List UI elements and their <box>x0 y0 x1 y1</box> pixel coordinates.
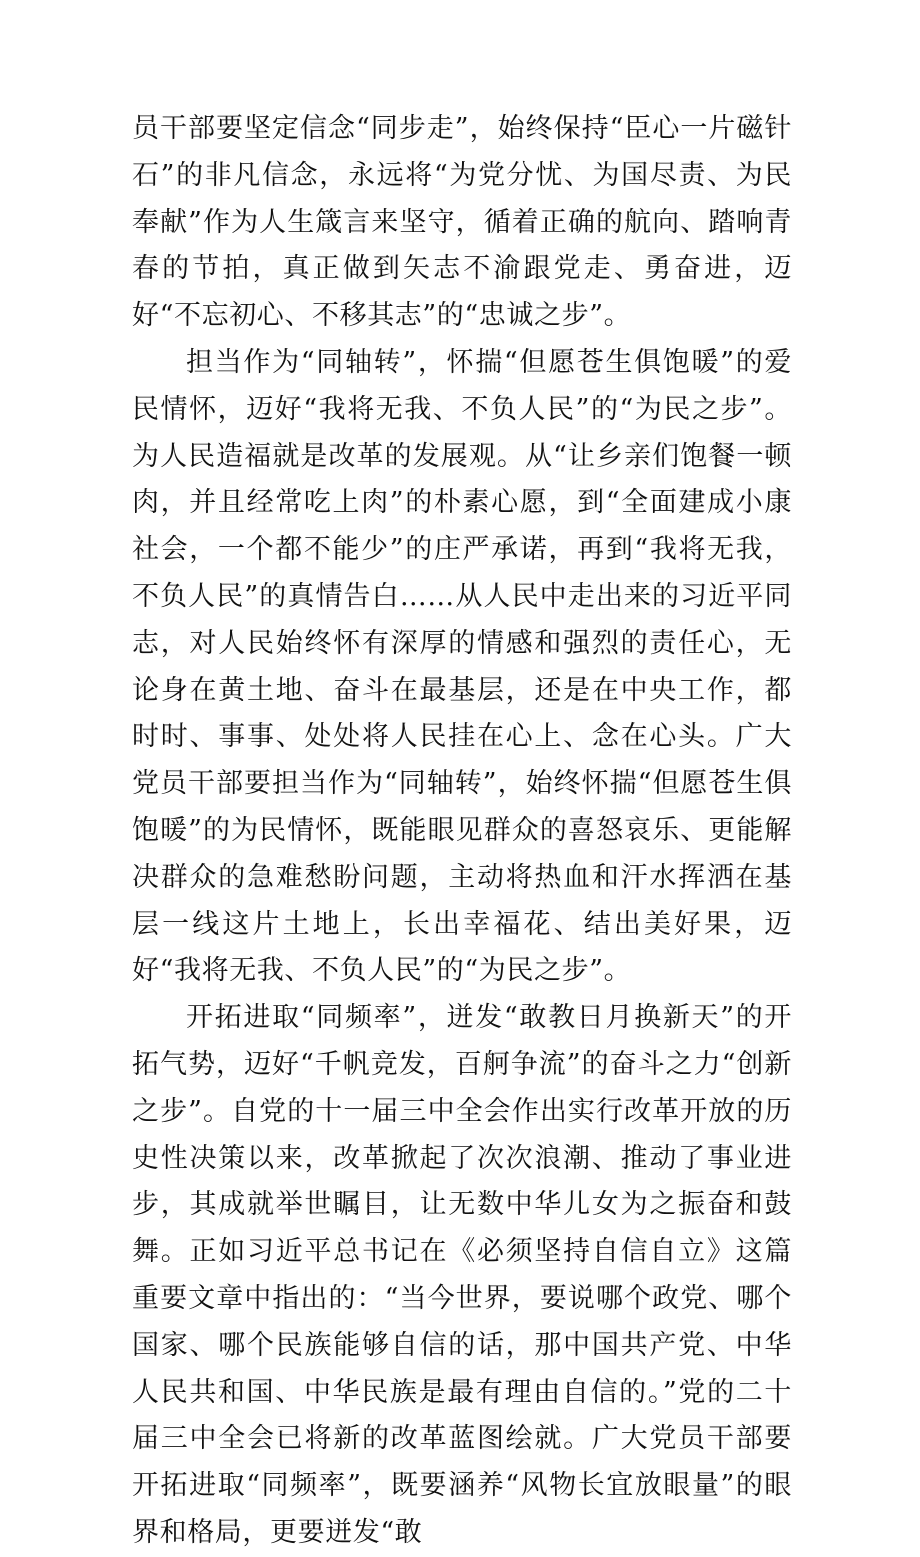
paragraph-serving-people: 担当作为“同轴转”，怀揣“但愿苍生俱饱暖”的爱民情怀，迈好“我将无我、不负人民”的“为民之步”。为人民造福就是改革的发展观。从“让乡亲们饱餐一顿肉，并且经常吃上肉”的朴素心愿，到“全面建成小康社会，一个都不能少”的庄严承诺，再到“我将无我，不负人民”的真情告白……从人民中走出来的习近平同志，对人民始终怀有深厚的情感和强烈的责任心，无论身在黄土地、奋斗在最基层，还是在中央工作，都时时、事事、处处将人民挂在心上、念在心头。广大党员干部要担当作为“同轴转”，始终怀揣“但愿苍生俱饱暖”的为民情怀，既能眼见群众的喜怒哀乐、更能解决群众的急难愁盼问题，主动将热血和汗水挥洒在基层一线这片土地上，长出幸福花、结出美好果，迈好“我将无我、不负人民”的“为民之步”。 <box>132 346 792 987</box>
document-body <box>132 106 792 1557</box>
paragraph-loyalty-continued: 员干部要坚定信念“同步走”，始终保持“臣心一片磁针石”的非凡信念，永远将“为党分忧、为国尽责、为民奉献”作为人生箴言来坚守，循着正确的航向、踏响青春的节拍，真正做到矢志不渝跟党走、勇奋进，迈好“不忘初心、不移其志”的“忠诚之步”。 <box>132 113 792 332</box>
paragraph-innovation: 开拓进取“同频率”，迸发“敢教日月换新天”的开拓气势，迈好“千帆竞发，百舸争流”的奋斗之力“创新之步”。自党的十一届三中全会作出实行改革开放的历史性决策以来，改革掀起了次次浪潮、推动了事业进步，其成就举世瞩目，让无数中华儿女为之振奋和鼓舞。正如习近平总书记在《必须坚持自信自立》这篇重要文章中指出的：“当今世界，要说哪个政党、哪个国家、哪个民族能够自信的话，那中国共产党、中华人民共和国、中华民族是最有理由自信的。”党的二十届三中全会已将新的改革蓝图绘就。广大党员干部要开拓进取“同频率”，既要涵养“风物长宜放眼量”的眼界和格局，更要迸发“敢 <box>132 1002 792 1548</box>
